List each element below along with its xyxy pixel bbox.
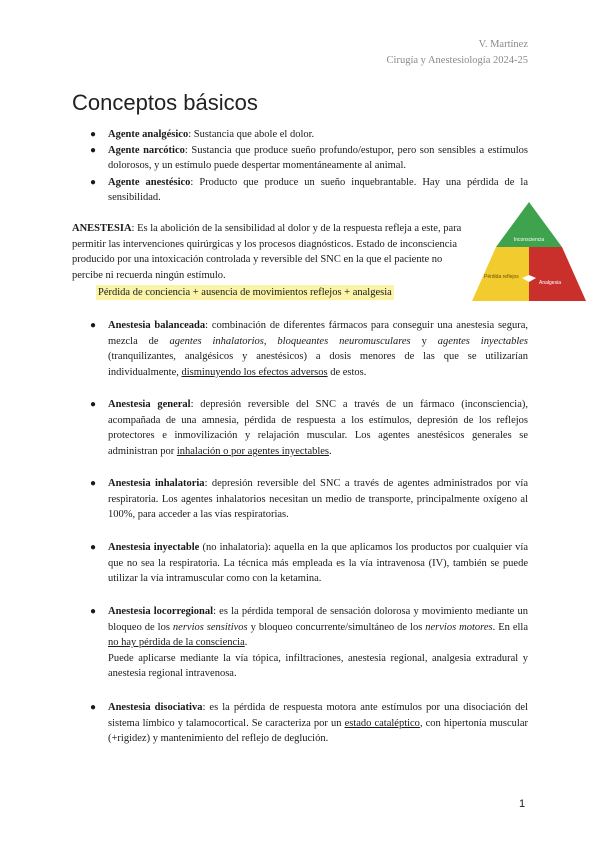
type-italic: bloqueantes neuromusculares [277, 335, 411, 347]
page-number: 1 [519, 798, 526, 810]
anestesia-text: : Es la abolición de la sensibilidad al dolor y de la respuesta refleja a este, para permitir las intervenciones quirúrgicas y los procesos diagnósticos. Estado de inconsciencia producido por una intoxicación controlada y reversible del SNC en la que el paciente no percibe ni recuerda ningún estímulo. [72, 223, 462, 282]
header-author: V. Martínez [478, 39, 528, 50]
anesthesia-triangle-diagram [470, 200, 588, 303]
type-text: : es la pérdida de respuesta motora ante estímulos por una disociación del sistema límbico y talamocortical. Se caracteriza por un [108, 702, 528, 729]
type-text: . En ella [492, 621, 528, 633]
type-term: Anestesia balanceada [108, 320, 206, 331]
type-term: Anestesia disociativa [108, 702, 203, 713]
anestesia-definition [72, 221, 464, 284]
definition-term: Agente anestésico [108, 177, 191, 188]
type-italic: nervios motores [425, 621, 493, 633]
definition-term: Agente analgésico [108, 129, 189, 140]
type-text: , con hipertonía muscular (+rigidez) y mantenimiento del reflejo de deglución. [108, 717, 529, 745]
triangle-label-right: Analgesia [539, 280, 561, 286]
type-italic: agentes inhalatorios [169, 335, 264, 347]
definition-text: : Producto que produce un sueño inquebrantable. Hay una pérdida de la sensibilidad. [108, 177, 528, 203]
list-item [90, 143, 528, 173]
type-text: (no inhalatoria): aquella en la que aplicamos los productos por cualquier vía que no sea la respiratoria. La técnica más empleada es la vía intravenosa (IV), también se puede utilizar la vía intramuscular como con la ketamina. [108, 542, 528, 585]
bullet-icon: ● [90, 478, 97, 489]
type-text: . [329, 445, 332, 457]
bullet-icon: ● [90, 129, 97, 140]
header-course: Cirugía y Anestesiología 2024-25 [386, 55, 528, 66]
type-inhalatoria [90, 476, 529, 523]
type-text: Puede aplicarse mediante la vía tópica, infiltraciones, anestesia regional, analgesia extradural y anestesia regional intravenosa. [108, 652, 528, 680]
bullet-icon: ● [90, 702, 97, 713]
type-text: (tranquilizantes, analgésicos y anestésicos) a dosis menores de las que se utilizarían individualmente, [108, 351, 528, 378]
type-term: Anestesia general [108, 399, 191, 410]
definition-term: Agente narcótico [108, 145, 185, 156]
type-text: de estos. [327, 366, 367, 378]
type-text: . [244, 637, 248, 649]
type-underline: inhalación o por agentes inyectables [176, 445, 330, 457]
type-general [90, 397, 528, 459]
bullet-icon: ● [90, 177, 97, 188]
type-underline: estado cataléptico [344, 717, 420, 729]
type-disociativa [90, 700, 529, 747]
anestesia-term: ANESTESIA [72, 223, 132, 234]
type-locorregional [90, 604, 528, 682]
bullet-icon: ● [90, 606, 97, 617]
list-item [90, 175, 528, 205]
type-underline: no hay pérdida de la consciencia [108, 637, 245, 649]
type-text: : depresión reversible del SNC a través de un fármaco (inconsciencia), acompañada de una amnesia, pérdida de respuesta a los estímulos, depresión de los reflejos protectores e inmovilización y relajación muscular. Los agentes anestésicos generales se administran por [108, 399, 528, 457]
type-balanceada [90, 318, 529, 380]
triangle-analgesia-segment [529, 247, 586, 301]
bullet-icon: ● [90, 320, 97, 331]
list-item [90, 127, 528, 142]
type-underline: disminuyendo los efectos adversos [181, 366, 328, 378]
page-header [328, 37, 528, 69]
type-text: y [410, 335, 438, 347]
type-term: Anestesia locorregional [108, 606, 214, 617]
triangle-label-top: Inconsciencia [513, 237, 545, 243]
highlight-summary: Pérdida de conciencia + ausencia de movimientos reflejos + analgesia [98, 287, 392, 298]
type-italic: nervios sensitivos [172, 621, 248, 633]
type-text: , [263, 335, 278, 347]
type-text: : combinación de diferentes fármacos para conseguir una anestesia segura, mezcla de [108, 320, 528, 347]
bullet-icon: ● [90, 145, 97, 156]
type-term: Anestesia inyectable [108, 542, 200, 553]
bullet-icon: ● [90, 399, 97, 410]
page-title: Conceptos básicos [72, 90, 258, 115]
triangle-label-left: Pérdida reflejos [484, 274, 519, 280]
type-italic: agentes inyectables [437, 335, 529, 347]
type-text: : es la pérdida temporal de sensación dolorosa y movimiento mediante un bloqueo de los [108, 606, 528, 633]
type-text: : depresión reversible del SNC a través de agentes administrados por vía respiratoria. Los agentes inhalatorios necesitan un medio de transporte, principalmente oxígeno al 100%, para acceder a las vías respiratorias. [108, 478, 529, 521]
definition-text: : Sustancia que abole el dolor. [188, 129, 315, 140]
definition-text: : Sustancia que produce sueño profundo/estupor, pero son sensibles a estímulos dolorosos, y un estímulo puede despertar momentáneamente al animal. [108, 145, 528, 171]
type-inyectable [90, 540, 528, 587]
type-term: Anestesia inhalatoria [108, 478, 205, 489]
type-text: y bloqueo concurrente/simultáneo de los [247, 621, 426, 633]
bullet-icon: ● [90, 542, 97, 553]
